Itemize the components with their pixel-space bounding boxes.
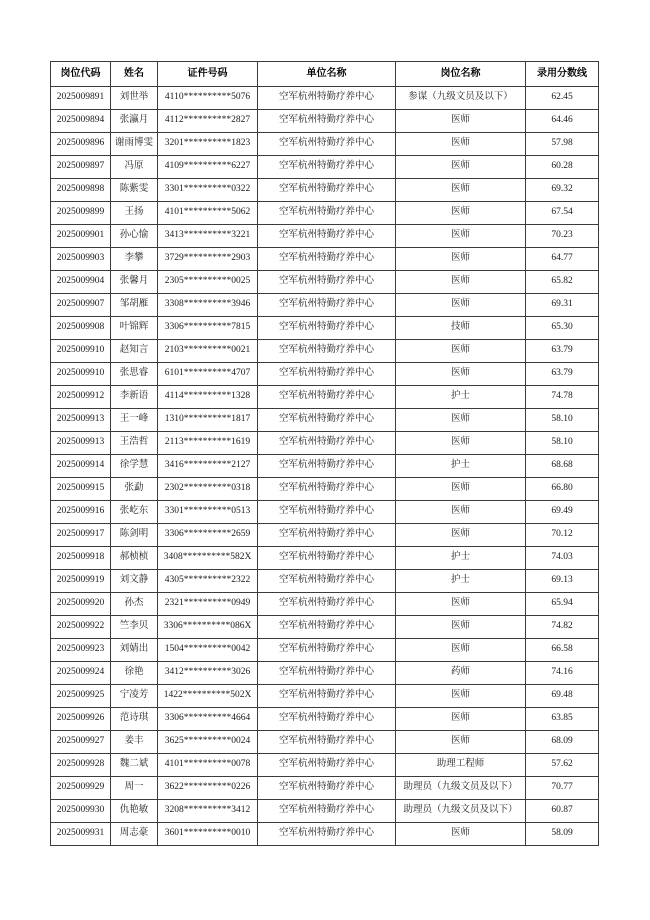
cell-score-line: 74.03: [526, 547, 599, 570]
cell-score-line: 64.77: [526, 248, 599, 271]
cell-name: 刘婧出: [111, 639, 158, 662]
table-row: [51, 133, 599, 156]
cell-position-code: 2025009898: [51, 179, 111, 202]
cell-name: 姜丰: [111, 731, 158, 754]
cell-id-number: 3201**********1823: [158, 133, 258, 156]
cell-position-name: 护士: [396, 455, 526, 478]
cell-position-name: 医师: [396, 685, 526, 708]
table-row: [51, 708, 599, 731]
cell-score-line: 74.16: [526, 662, 599, 685]
cell-position-code: 2025009891: [51, 87, 111, 110]
cell-position-name: 医师: [396, 110, 526, 133]
cell-position-name: 医师: [396, 271, 526, 294]
cell-name: 孙杰: [111, 593, 158, 616]
cell-score-line: 74.82: [526, 616, 599, 639]
cell-name: 刘世举: [111, 87, 158, 110]
cell-unit-name: 空军杭州特勤疗养中心: [258, 409, 396, 432]
cell-id-number: 3622**********0226: [158, 777, 258, 800]
cell-position-code: 2025009922: [51, 616, 111, 639]
cell-name: 冯原: [111, 156, 158, 179]
cell-id-number: 2103**********0021: [158, 340, 258, 363]
cell-id-number: 3306**********7815: [158, 317, 258, 340]
cell-position-code: 2025009930: [51, 800, 111, 823]
cell-unit-name: 空军杭州特勤疗养中心: [258, 110, 396, 133]
cell-position-code: 2025009903: [51, 248, 111, 271]
cell-position-name: 医师: [396, 501, 526, 524]
cell-unit-name: 空军杭州特勤疗养中心: [258, 524, 396, 547]
cell-id-number: 4112**********2827: [158, 110, 258, 133]
cell-score-line: 57.98: [526, 133, 599, 156]
column-header-id-number: 证件号码: [158, 62, 258, 87]
cell-id-number: 3306**********4664: [158, 708, 258, 731]
cell-score-line: 63.85: [526, 708, 599, 731]
table-row: [51, 777, 599, 800]
table-row: [51, 340, 599, 363]
table-row: [51, 754, 599, 777]
cell-name: 竺李贝: [111, 616, 158, 639]
cell-score-line: 69.32: [526, 179, 599, 202]
cell-position-name: 医师: [396, 156, 526, 179]
cell-id-number: 4109**********6227: [158, 156, 258, 179]
cell-unit-name: 空军杭州特勤疗养中心: [258, 685, 396, 708]
cell-unit-name: 空军杭州特勤疗养中心: [258, 202, 396, 225]
cell-unit-name: 空军杭州特勤疗养中心: [258, 386, 396, 409]
cell-id-number: 4101**********0078: [158, 754, 258, 777]
cell-id-number: 3301**********0513: [158, 501, 258, 524]
cell-unit-name: 空军杭州特勤疗养中心: [258, 340, 396, 363]
cell-name: 孙心愉: [111, 225, 158, 248]
cell-position-code: 2025009920: [51, 593, 111, 616]
table-row: [51, 593, 599, 616]
cell-position-name: 助理员（九级文员及以下）: [396, 800, 526, 823]
cell-score-line: 69.31: [526, 294, 599, 317]
cell-id-number: 3413**********3221: [158, 225, 258, 248]
cell-unit-name: 空军杭州特勤疗养中心: [258, 478, 396, 501]
cell-position-name: 药师: [396, 662, 526, 685]
cell-position-name: 医师: [396, 202, 526, 225]
table-row: [51, 731, 599, 754]
cell-position-code: 2025009913: [51, 409, 111, 432]
cell-score-line: 66.80: [526, 478, 599, 501]
cell-name: 周一: [111, 777, 158, 800]
cell-unit-name: 空军杭州特勤疗养中心: [258, 570, 396, 593]
cell-name: 李攀: [111, 248, 158, 271]
cell-name: 王扬: [111, 202, 158, 225]
cell-position-name: 医师: [396, 225, 526, 248]
cell-position-code: 2025009912: [51, 386, 111, 409]
cell-unit-name: 空军杭州特勤疗养中心: [258, 823, 396, 846]
cell-id-number: 4110**********5076: [158, 87, 258, 110]
cell-id-number: 3308**********3946: [158, 294, 258, 317]
cell-name: 周志豪: [111, 823, 158, 846]
cell-score-line: 57.62: [526, 754, 599, 777]
cell-name: 张屹东: [111, 501, 158, 524]
cell-position-name: 医师: [396, 294, 526, 317]
table-row: [51, 455, 599, 478]
cell-position-code: 2025009901: [51, 225, 111, 248]
cell-score-line: 65.94: [526, 593, 599, 616]
cell-position-name: 医师: [396, 708, 526, 731]
cell-position-code: 2025009927: [51, 731, 111, 754]
table-row: [51, 685, 599, 708]
cell-position-name: 医师: [396, 340, 526, 363]
cell-id-number: 2113**********1619: [158, 432, 258, 455]
cell-score-line: 70.77: [526, 777, 599, 800]
cell-position-code: 2025009904: [51, 271, 111, 294]
cell-unit-name: 空军杭州特勤疗养中心: [258, 616, 396, 639]
cell-position-code: 2025009899: [51, 202, 111, 225]
cell-position-name: 护士: [396, 547, 526, 570]
cell-position-code: 2025009916: [51, 501, 111, 524]
cell-unit-name: 空军杭州特勤疗养中心: [258, 754, 396, 777]
cell-position-name: 医师: [396, 478, 526, 501]
table-row: [51, 432, 599, 455]
cell-score-line: 66.58: [526, 639, 599, 662]
cell-name: 王浩哲: [111, 432, 158, 455]
cell-position-code: 2025009897: [51, 156, 111, 179]
cell-unit-name: 空军杭州特勤疗养中心: [258, 800, 396, 823]
cell-unit-name: 空军杭州特勤疗养中心: [258, 777, 396, 800]
table-body: [51, 87, 599, 846]
table-row: [51, 294, 599, 317]
cell-position-name: 医师: [396, 409, 526, 432]
cell-score-line: 64.46: [526, 110, 599, 133]
cell-score-line: 74.78: [526, 386, 599, 409]
cell-unit-name: 空军杭州特勤疗养中心: [258, 662, 396, 685]
table-row: [51, 478, 599, 501]
cell-id-number: 2305**********0025: [158, 271, 258, 294]
cell-position-code: 2025009924: [51, 662, 111, 685]
cell-score-line: 69.49: [526, 501, 599, 524]
cell-name: 谢雨博雯: [111, 133, 158, 156]
table-row: [51, 823, 599, 846]
cell-position-code: 2025009925: [51, 685, 111, 708]
cell-unit-name: 空军杭州特勤疗养中心: [258, 432, 396, 455]
cell-unit-name: 空军杭州特勤疗养中心: [258, 133, 396, 156]
table-row: [51, 386, 599, 409]
cell-id-number: 4114**********1328: [158, 386, 258, 409]
cell-id-number: 2302**********0318: [158, 478, 258, 501]
cell-position-name: 参谋（九级文员及以下）: [396, 87, 526, 110]
cell-id-number: 1422**********502X: [158, 685, 258, 708]
cell-name: 王一峰: [111, 409, 158, 432]
cell-unit-name: 空军杭州特勤疗养中心: [258, 547, 396, 570]
cell-score-line: 60.87: [526, 800, 599, 823]
cell-id-number: 3412**********3026: [158, 662, 258, 685]
column-header-unit-name: 单位名称: [258, 62, 396, 87]
cell-name: 赵知言: [111, 340, 158, 363]
table-row: [51, 662, 599, 685]
cell-score-line: 69.13: [526, 570, 599, 593]
cell-name: 宁凌芳: [111, 685, 158, 708]
cell-id-number: 6101**********4707: [158, 363, 258, 386]
cell-position-code: 2025009910: [51, 363, 111, 386]
cell-unit-name: 空军杭州特勤疗养中心: [258, 455, 396, 478]
cell-unit-name: 空军杭州特勤疗养中心: [258, 248, 396, 271]
cell-position-code: 2025009917: [51, 524, 111, 547]
cell-id-number: 3729**********2903: [158, 248, 258, 271]
cell-unit-name: 空军杭州特勤疗养中心: [258, 179, 396, 202]
cell-position-code: 2025009914: [51, 455, 111, 478]
column-header-position-name: 岗位名称: [396, 62, 526, 87]
cell-id-number: 4305**********2322: [158, 570, 258, 593]
cell-position-name: 医师: [396, 524, 526, 547]
cell-position-name: 医师: [396, 731, 526, 754]
table-row: [51, 156, 599, 179]
cell-id-number: 3408**********582X: [158, 547, 258, 570]
cell-name: 叶锦辉: [111, 317, 158, 340]
cell-score-line: 58.10: [526, 409, 599, 432]
column-header-score-line: 录用分数线: [526, 62, 599, 87]
cell-position-name: 助理员（九级文员及以下）: [396, 777, 526, 800]
cell-position-code: 2025009913: [51, 432, 111, 455]
cell-position-code: 2025009931: [51, 823, 111, 846]
cell-name: 邹胡雁: [111, 294, 158, 317]
table-row: [51, 639, 599, 662]
cell-score-line: 65.82: [526, 271, 599, 294]
table-row: [51, 202, 599, 225]
table-row: [51, 616, 599, 639]
cell-score-line: 63.79: [526, 340, 599, 363]
table-row: [51, 271, 599, 294]
table-row: [51, 524, 599, 547]
cell-name: 张瀛月: [111, 110, 158, 133]
cell-name: 张馨月: [111, 271, 158, 294]
cell-id-number: 3306**********086X: [158, 616, 258, 639]
cell-name: 仇艳敏: [111, 800, 158, 823]
cell-position-name: 护士: [396, 386, 526, 409]
cell-score-line: 70.12: [526, 524, 599, 547]
cell-name: 范诗琪: [111, 708, 158, 731]
cell-position-code: 2025009907: [51, 294, 111, 317]
cell-name: 刘文静: [111, 570, 158, 593]
cell-score-line: 67.54: [526, 202, 599, 225]
table-row: [51, 110, 599, 133]
cell-name: 徐艳: [111, 662, 158, 685]
table-row: [51, 570, 599, 593]
cell-score-line: 68.68: [526, 455, 599, 478]
cell-score-line: 63.79: [526, 363, 599, 386]
table-row: [51, 800, 599, 823]
cell-position-code: 2025009908: [51, 317, 111, 340]
table-row: [51, 87, 599, 110]
admission-score-table: [50, 61, 599, 846]
cell-score-line: 58.09: [526, 823, 599, 846]
cell-score-line: 60.28: [526, 156, 599, 179]
cell-position-name: 医师: [396, 432, 526, 455]
cell-unit-name: 空军杭州特勤疗养中心: [258, 156, 396, 179]
cell-score-line: 68.09: [526, 731, 599, 754]
cell-name: 李新语: [111, 386, 158, 409]
cell-unit-name: 空军杭州特勤疗养中心: [258, 317, 396, 340]
cell-position-code: 2025009928: [51, 754, 111, 777]
cell-id-number: 3208**********3412: [158, 800, 258, 823]
cell-score-line: 58.10: [526, 432, 599, 455]
cell-position-name: 助理工程师: [396, 754, 526, 777]
cell-position-code: 2025009915: [51, 478, 111, 501]
table-row: [51, 225, 599, 248]
cell-position-name: 技师: [396, 317, 526, 340]
cell-name: 陈紫雯: [111, 179, 158, 202]
cell-id-number: 3306**********2659: [158, 524, 258, 547]
cell-unit-name: 空军杭州特勤疗养中心: [258, 501, 396, 524]
cell-position-code: 2025009929: [51, 777, 111, 800]
table-row: [51, 409, 599, 432]
cell-position-code: 2025009918: [51, 547, 111, 570]
cell-position-name: 医师: [396, 133, 526, 156]
cell-id-number: 3301**********0322: [158, 179, 258, 202]
header-row: [51, 62, 599, 87]
cell-score-line: 70.23: [526, 225, 599, 248]
cell-position-name: 医师: [396, 823, 526, 846]
cell-position-code: 2025009896: [51, 133, 111, 156]
cell-position-code: 2025009919: [51, 570, 111, 593]
cell-unit-name: 空军杭州特勤疗养中心: [258, 731, 396, 754]
cell-position-name: 医师: [396, 248, 526, 271]
cell-unit-name: 空军杭州特勤疗养中心: [258, 639, 396, 662]
cell-name: 张勐: [111, 478, 158, 501]
table-row: [51, 179, 599, 202]
cell-position-name: 医师: [396, 593, 526, 616]
cell-position-name: 医师: [396, 179, 526, 202]
cell-id-number: 3601**********0010: [158, 823, 258, 846]
table-row: [51, 317, 599, 340]
column-header-name: 姓名: [111, 62, 158, 87]
cell-name: 陈剑明: [111, 524, 158, 547]
table-row: [51, 547, 599, 570]
cell-id-number: 4101**********5062: [158, 202, 258, 225]
cell-id-number: 3416**********2127: [158, 455, 258, 478]
cell-id-number: 3625**********0024: [158, 731, 258, 754]
cell-position-name: 护士: [396, 570, 526, 593]
cell-name: 张思睿: [111, 363, 158, 386]
cell-position-name: 医师: [396, 616, 526, 639]
table-row: [51, 363, 599, 386]
cell-position-code: 2025009926: [51, 708, 111, 731]
cell-unit-name: 空军杭州特勤疗养中心: [258, 294, 396, 317]
cell-name: 徐学慧: [111, 455, 158, 478]
cell-position-name: 医师: [396, 363, 526, 386]
cell-position-name: 医师: [396, 639, 526, 662]
cell-unit-name: 空军杭州特勤疗养中心: [258, 363, 396, 386]
cell-id-number: 1504**********0042: [158, 639, 258, 662]
cell-name: 魏二斌: [111, 754, 158, 777]
cell-unit-name: 空军杭州特勤疗养中心: [258, 225, 396, 248]
cell-id-number: 2321**********0949: [158, 593, 258, 616]
cell-name: 郝桢桢: [111, 547, 158, 570]
table-row: [51, 248, 599, 271]
cell-score-line: 62.45: [526, 87, 599, 110]
cell-unit-name: 空军杭州特勤疗养中心: [258, 593, 396, 616]
table-row: [51, 501, 599, 524]
cell-score-line: 69.48: [526, 685, 599, 708]
cell-score-line: 65.30: [526, 317, 599, 340]
cell-position-code: 2025009894: [51, 110, 111, 133]
column-header-position-code: 岗位代码: [51, 62, 111, 87]
cell-unit-name: 空军杭州特勤疗养中心: [258, 271, 396, 294]
cell-position-code: 2025009923: [51, 639, 111, 662]
cell-id-number: 1310**********1817: [158, 409, 258, 432]
cell-unit-name: 空军杭州特勤疗养中心: [258, 87, 396, 110]
cell-position-code: 2025009910: [51, 340, 111, 363]
cell-unit-name: 空军杭州特勤疗养中心: [258, 708, 396, 731]
